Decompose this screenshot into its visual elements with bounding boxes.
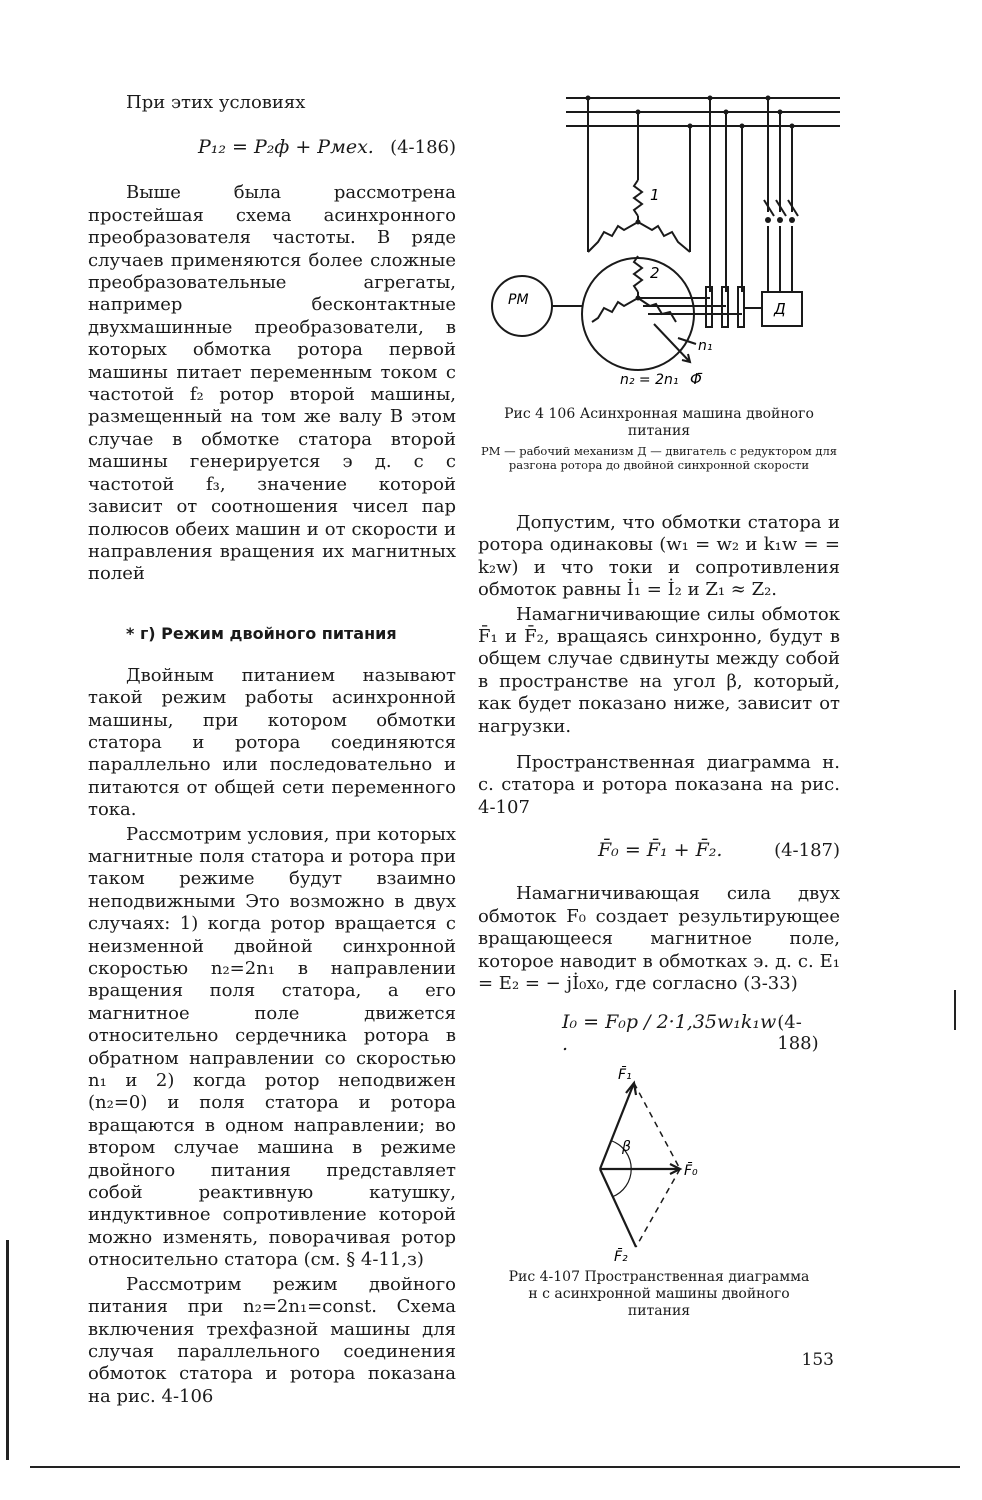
equation-number: (4-188) bbox=[777, 1012, 819, 1055]
formula-expression: P₁₂ = P₂ф + Pмех. bbox=[198, 136, 374, 159]
speed-label: n₂ = 2n₁ bbox=[620, 372, 679, 388]
converter-paragraph: Выше была рассмотрена простейшая схема асинхронного преобразователя частоты. В ряде случаев применяются более сложные преобразовательные агрегаты, например бесконтактные двухмашинные преобразователи, в которых обмотка ротора первой машины питает переменным током с частотой f₂ ротор второй машины, размещенный на том же валу В этом случае в обмотке статора второй машины генерируется э д. с с частотой f₃, значение которой зависит от соотношения чисел пар полюсов обеих машин и от скорости и направления вращения их магнитных полей bbox=[88, 182, 456, 585]
bottom-rule bbox=[30, 1466, 960, 1468]
right-rule bbox=[954, 990, 956, 1030]
figure-4-107-caption: Рис 4-107 Пространственная диаграмма н с асинхронной машины двойного питания bbox=[508, 1269, 810, 1320]
left-column bbox=[88, 92, 456, 1408]
figure-4-106-caption-body: РМ — рабочий механизм Д — двигатель с редуктором для разгона ротора до двойной синхронной скорости bbox=[480, 444, 838, 472]
formula-expression: F̄₀ = F̄₁ + F̄₂. bbox=[598, 839, 723, 862]
assumption-paragraph: Допустим, что обмотки статора и ротора одинаковы (w₁ = w₂ и k₁w = = k₂w) и что токи и сопротивления обмоток равны İ₁ = İ₂ и Z₁ ≈ Z₂. bbox=[478, 512, 840, 601]
conditions-paragraph: Рассмотрим условия, при которых магнитные поля статора и ротора при таком режиме будут взаимно неподвижными Это возможно в двух случаях: 1) когда ротор вращается с неизменной двойной синхронной скоростью n₂=2n₁ в направлении вращения поля статора, а его магнитное поле движется относительно сердечника ротора в обратном направлении со скоростью n₁ и 2) когда ротор неподвижен (n₂=0) и поля статора и ротора вращаются в одном направлении; во втором случае машина в режиме двойного питания представляет собой реактивную катушку, индуктивное сопротивление которой можно изменять, поворачивая ротор относительно статора (см. § 4-11,з) bbox=[88, 823, 456, 1271]
winding-1-label: 1 bbox=[650, 186, 660, 204]
section-heading: * г) Режим двойного питания bbox=[126, 623, 397, 643]
winding-2-label: 2 bbox=[650, 264, 660, 282]
right-column bbox=[478, 92, 840, 1320]
figure-4-107-diagram bbox=[478, 1065, 840, 1265]
formula-4-188 bbox=[562, 1011, 840, 1055]
diagram-paragraph: Пространственная диаграмма н. с. статора и ротора показана на рис. 4-107 bbox=[478, 752, 840, 818]
f1-label: F̄₁ bbox=[618, 1067, 632, 1084]
intro-paragraph: При этих условиях bbox=[126, 92, 306, 113]
flux-label: Φ̄ bbox=[690, 370, 702, 388]
formula-4-186 bbox=[198, 136, 456, 158]
formula-expression: I₀ = F₀p / 2·1,35w₁k₁w . bbox=[562, 1011, 777, 1056]
beta-label: β bbox=[622, 1139, 631, 1156]
equation-number: (4-186) bbox=[390, 137, 456, 159]
definition-paragraph: Двойным питанием называют такой режим работы асинхронной машины, при котором обмотки статора и ротора соединяются параллельно или последовательно и питаются от общей сети переменного тока. bbox=[88, 664, 456, 821]
figure-4-106-diagram bbox=[478, 92, 840, 392]
pm-label: РМ bbox=[508, 292, 529, 308]
mmf-paragraph: Намагничивающие силы обмоток F̄₁ и F̄₂, вращаясь синхронно, будут в общем случае сдвинуты между собой в пространстве на угол β, который, как будет показано ниже, зависит от нагрузки. bbox=[478, 603, 840, 737]
page-number: 153 bbox=[801, 1350, 834, 1370]
formula-4-187 bbox=[598, 839, 840, 861]
f0-label: F̄₀ bbox=[684, 1163, 698, 1180]
left-binding-rule bbox=[6, 1240, 9, 1460]
motor-d-label: Д bbox=[774, 300, 786, 318]
f2-label: F̄₂ bbox=[614, 1249, 628, 1266]
n1-label: n₁ bbox=[698, 338, 713, 354]
resultant-paragraph: Намагничивающая сила двух обмоток F₀ создает результирующее вращающееся магнитное поле, которое наводит в обмотках э. д. с. E₁ = E₂ = − jİ₀x₀, где согласно (3-33) bbox=[478, 883, 840, 994]
figure-4-106-caption-title: Рис 4 106 Асинхронная машина двойного питания bbox=[504, 406, 814, 439]
equation-number: (4-187) bbox=[774, 840, 840, 862]
scheme-paragraph: Рассмотрим режим двойного питания при n₂=2n₁=const. Схема включения трехфазной машины для случая параллельного соединения обмоток статора и ротора показана на рис. 4-106 bbox=[88, 1273, 456, 1407]
